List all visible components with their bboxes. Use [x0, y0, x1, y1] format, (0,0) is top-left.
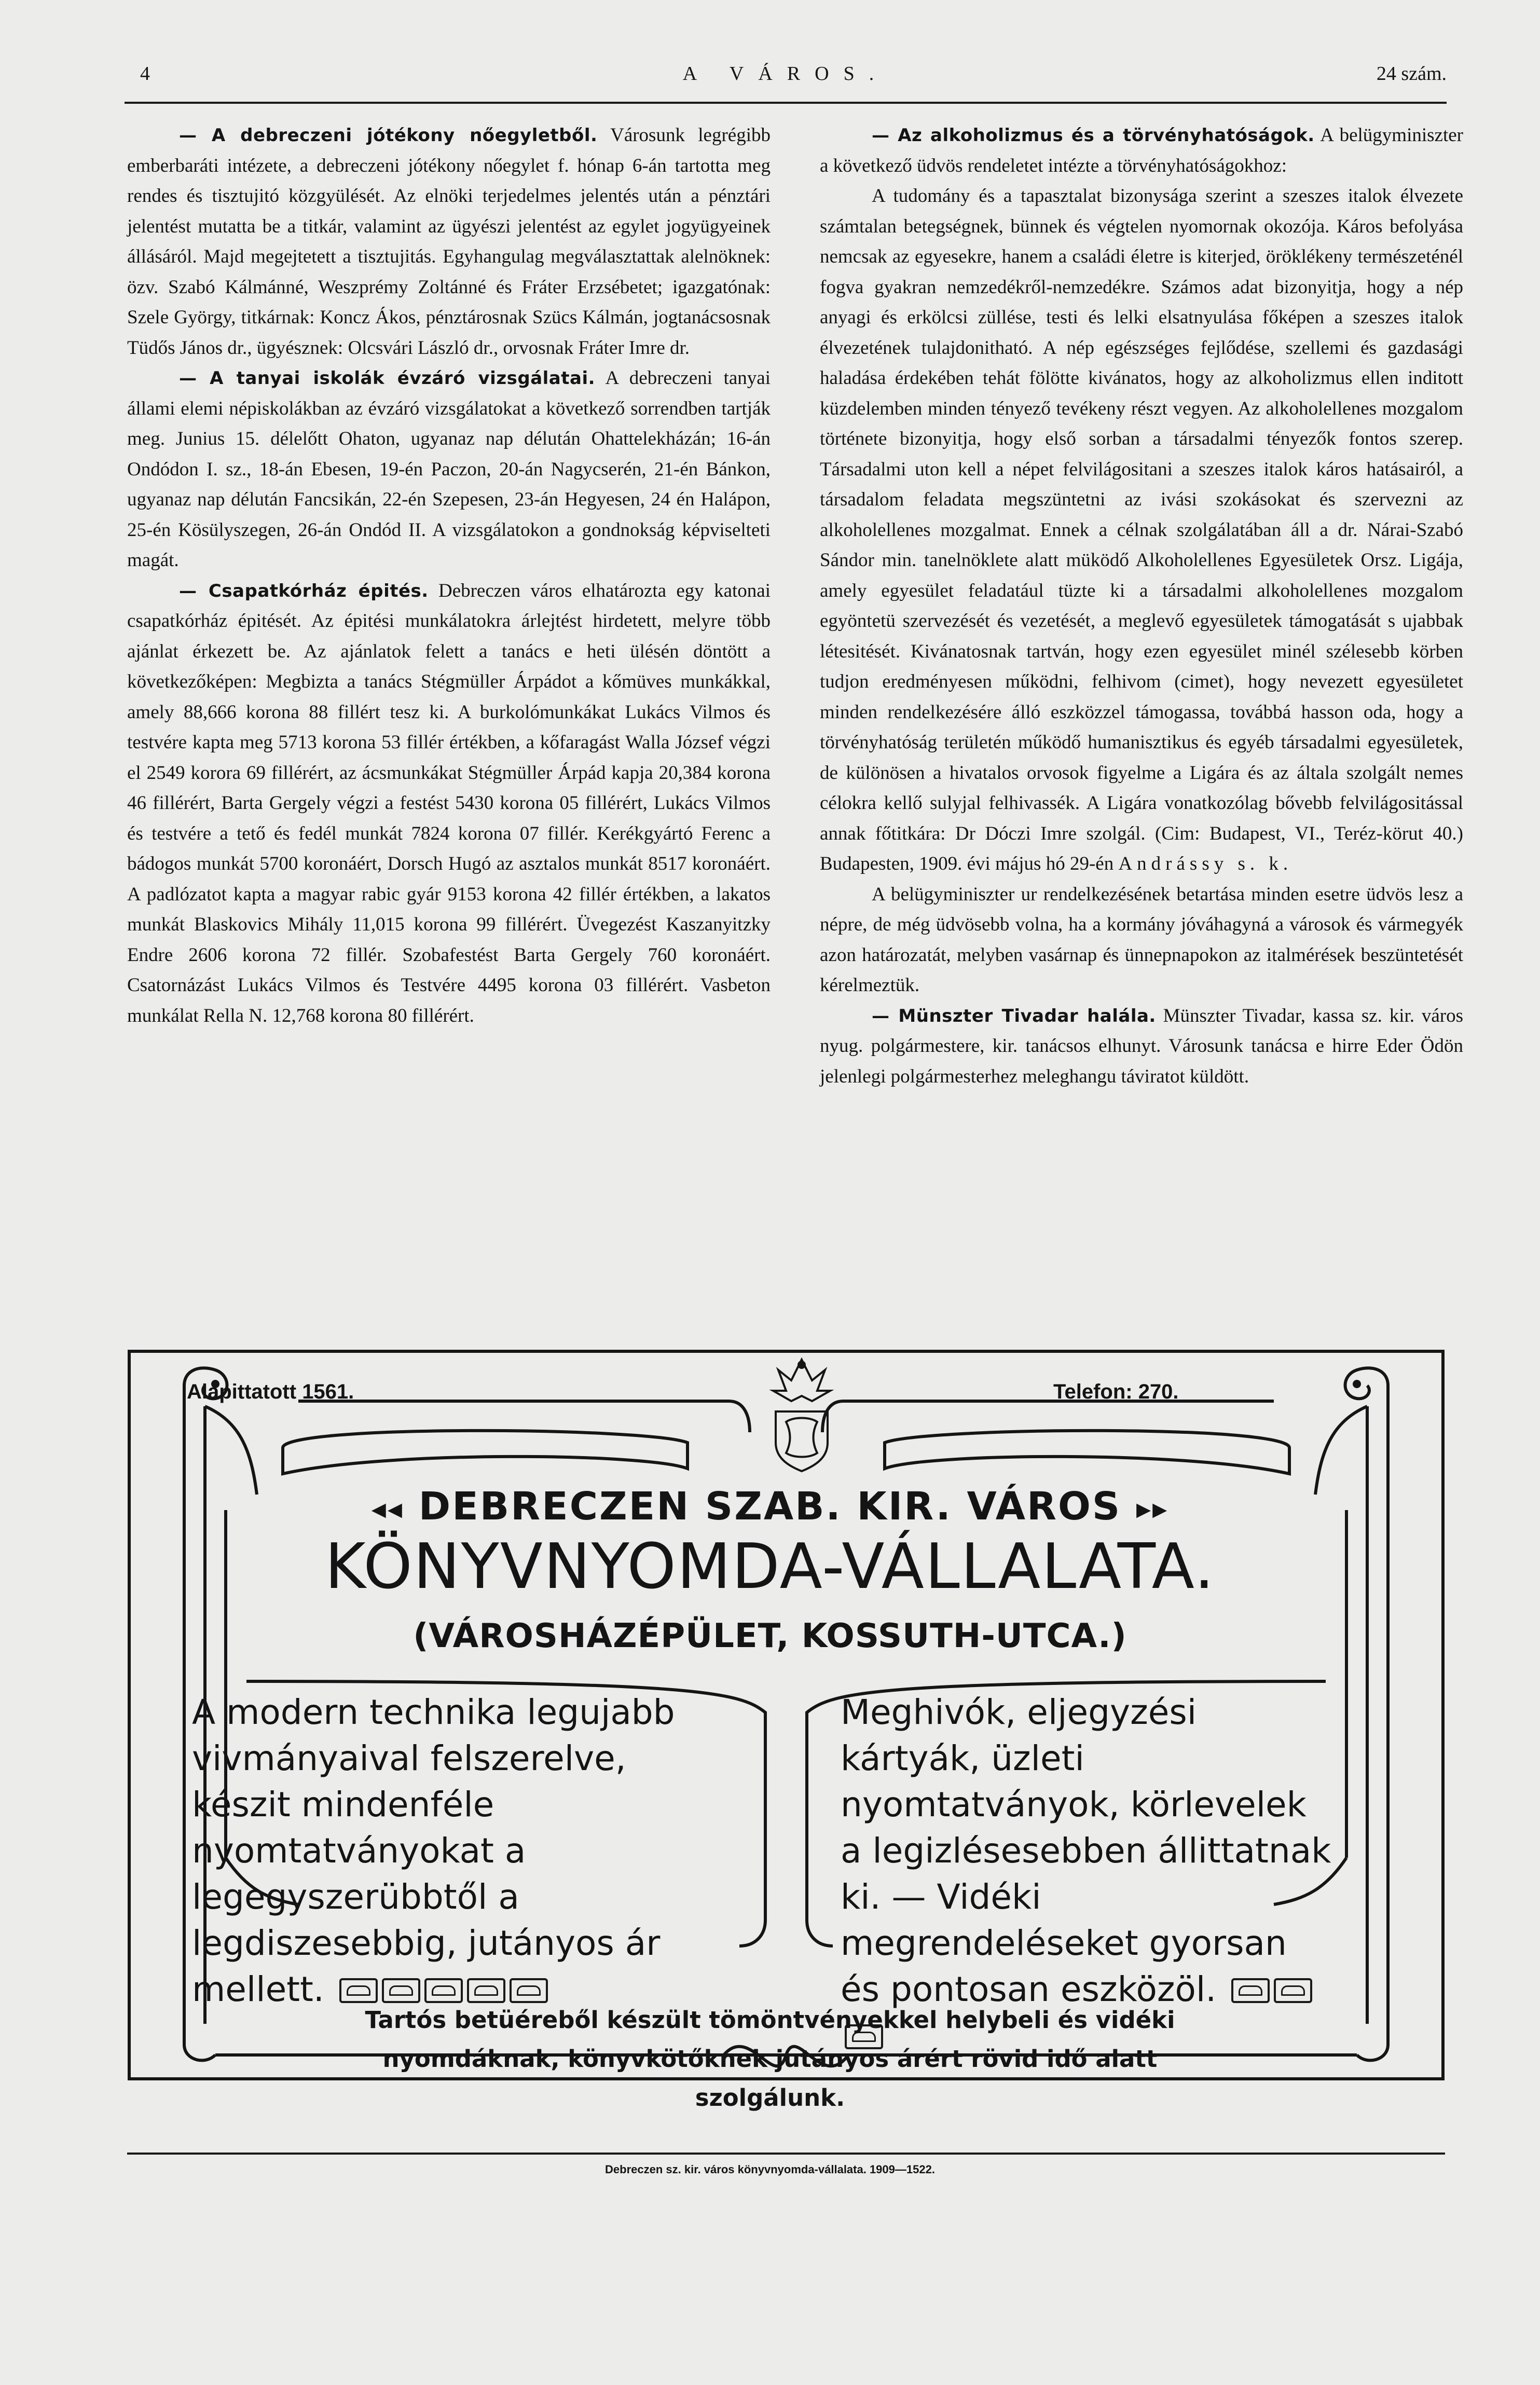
printer-imprint: Debreczen sz. kir. város könyvnyomda-vállalata. 1909—1522. [605, 2163, 935, 2176]
article-heading: — Csapatkórház épités. [179, 580, 429, 601]
ad-city-text: DEBRECZEN SZAB. KIR. VÁROS [418, 1484, 1122, 1529]
article-alkoholizmus [820, 120, 1463, 181]
article-body: Münszter Tivadar, kassa sz. kir. város nyug. polgármestere, kir. tanácsos elhunyt. Városunk tanácsa e hirre Eder Ödön jelenlegi polgármesterhez meleghangu táviratot küldött. [820, 1005, 1463, 1087]
article-nőegylet [127, 120, 771, 363]
issue-number: 24 szám. [1376, 63, 1447, 85]
ad-type-foundry-note: Tartós betüéreből készült tömöntvényekkel helybeli és vidéki nyomdáknak, könyvkötőknek jutányos árért rövid idő alatt szolgálunk. [365, 2006, 1175, 2112]
ornament-icon [467, 1978, 505, 2003]
masthead: A VÁROS. [682, 63, 889, 85]
article-heading: — A debreczeni jótékony nőegyletből. [179, 125, 598, 146]
article-heading: — Az alkoholizmus és a törvényhatóságok. [872, 125, 1315, 146]
ad-company-name: KÖNYVNYOMDA-VÁLLALATA. [325, 1531, 1215, 1603]
double-right-arrow-icon: ▸▸ [1136, 1491, 1169, 1526]
phone-label: Telefon: 270. [1053, 1380, 1179, 1403]
page-number: 4 [140, 63, 150, 85]
right-column [820, 120, 1463, 1092]
article-body: A belügyminiszter ur rendelkezésének betartása minden esetre üdvös lesz a népre, de még üdvösebb volna, ha a kormány jóváhagyná a városok és vármegyék azon határozatát, melyben vasárnap és ünnepnapokon az italmérések beszüntetését kérelmeztük. [820, 883, 1463, 996]
article-munszter [820, 1001, 1463, 1092]
article-alkoholizmus-closing [820, 880, 1463, 1001]
ornament-icon [339, 1978, 378, 2003]
ornament-icon [1274, 1978, 1312, 2003]
ornament-icon [510, 1978, 548, 2003]
ad-address: (VÁROSHÁZÉPÜLET, KOSSUTH-UTCA.) [413, 1617, 1127, 1655]
founded-label: Alapittatott 1561. [187, 1380, 354, 1403]
article-alkoholizmus-body [820, 181, 1463, 880]
article-body: Debreczen város elhatározta egy katonai csapatkórház épitését. Az épitési munkálatokra árlejtést hirdetett, melyre több ajánlat érkezett be. Az ajánlatok felett a tanács e heti ülésén döntött a következőképen: Megbizta a tanács Stégmüller Árpádot a kőmüves munkákkal, amely 88,666 korona 88 fillért tesz ki. A burkolómunkákat Lukács Vilmos és testvére kapta meg 5713 korona 53 fillér értékben, a kőfaragást Walla József végzi el 2549 korora 69 fillérért, az ácsmunkákat Stégmüller Árpád kapja 20,384 korona 46 fillérért, Barta Gergely végzi a festést 5430 korona 05 fillérért, Lukács Vilmos és testvére a tető és fedél munkát 7824 korona 07 fillér. Kerékgyártó Ferenc a bádogos munkát 5700 koronáért, Dorsch Hugó az asztalos munkát 8517 koronáért. A padlózatot kapta a magyar rabic gyár 9153 korona 42 fillér értékben, a lakatos munkát Blaskovics Mihály 11,015 korona 99 fillérért. Üvegezést Kaszanyitzky Endre 2606 korona 72 fillér. Szobafestést Barta Gergely 760 koronáért. Csatornázást Lukács Vilmos és Testvére 4495 korona 03 fillérért. Vasbeton munkálat Rella N. 12,768 korona 80 fillérért. [127, 580, 771, 1026]
article-heading: — A tanyai iskolák évzáró vizsgálatai. [179, 368, 596, 389]
footer-rule [127, 2153, 1445, 2155]
double-left-arrow-icon: ◂◂ [371, 1491, 404, 1526]
header-rule [125, 102, 1447, 104]
ad-text-left [192, 1689, 685, 2012]
city-coat-of-arms-emblem [763, 1349, 841, 1474]
ad-text-right-body: Meghivók, eljegyzési kártyák, üzleti nyomtatványok, körlevelek a legizlésesebben állittatnak ki. — Vidéki megrendeléseket gyorsan és pontosan eszközöl. [841, 1692, 1331, 2009]
ornament-icon [382, 1978, 420, 2003]
ad-city-line [291, 1484, 1249, 1529]
article-tanyai-iskolak [127, 363, 771, 576]
article-signature: Andrássy s. k. [1118, 853, 1293, 874]
left-column [127, 120, 771, 1031]
article-intro: A belügyminiszter a következő üdvös rendeletet intézte a törvényhatóságokhoz: [820, 125, 1463, 176]
ad-text-left-body: A modern technika legujabb vivmányaival felszerelve, készit mindenféle nyomtatványokat a legegyszerübbtől a legdiszesebbig, jutányos ár mellett. [192, 1692, 675, 2009]
article-body: Városunk legrégibb emberbaráti intézete, a debreczeni jótékony nőegylet f. hónap 6-án tartotta meg rendes és tisztujitó közgyülését. Az elnöki terjedelmes jelentés után a pénztári jelentést mutatta be a titkár, valamint az ügyészi jelentést az egylet jogyügyeinek állásáról. Majd megejtetett a tisztujitás. Egyhangulag megválasztattak alelnöknek: özv. Szabó Kálmánné, Weszprémy Zoltánné és Fráter Erzsébetet; igazgatónak: Szele György, titkárnak: Koncz Ákos, pénztárosnak Szücs Kálmán, jogtanácsosnak Tüdős János dr., ügyésznek: Olcsvári László dr., orvosnak Fráter Imre dr. [127, 125, 771, 359]
running-head [125, 62, 1447, 99]
article-heading: — Münszter Tivadar halála. [872, 1005, 1156, 1026]
article-body: A debreczeni tanyai állami elemi népiskolákban az évzáró vizsgálatokat a következő sorrendben tartják meg. Junius 15. délelőtt Ohaton, ugyanaz nap délután Ohattelekházán; 16-án Ondódon I. sz., 18-án Ebesen, 19-én Paczon, 20-án Nagycserén, 21-én Bánkon, ugyanaz nap délután Fancsikán, 22-én Szepesen, 23-án Hegyesen, 24 én Halápon, 25-én Kösülyszegen, 26-án Ondód II. A vizsgálatokon a gondnokság képviselteti magát. [127, 367, 771, 571]
article-body: A tudomány és a tapasztalat bizonysága szerint a szeszes italok élvezete számtalan betegségnek, bünnek és végtelen nyomornak okozója. Káros befolyása nemcsak az egyesekre, hanem a családi életre is kiterjed, öröklékeny természeténél fogva gyakran nemzedékről-nemzedékre. Számos adat bizonyitja, hogy a nép anyagi és erkölcsi züllése, testi és lelki elsatnyulása főképen a szeszes italok élvezetének tulajdonitható. A nép egészséges fejlődése, szellemi és gazdasági haladása érdekében tehát fölötte kivánatos, hogy az alkoholizmus ellen inditott küzdelemben minden tényező tevékeny részt vegyen. Az alkoholellenes mozgalom története bizonyitja, hogy első sorban a társadalmi tényezők fontos szerep. Társadalmi uton kell a népet felvilágositani a szeszes italok káros hatásairól, a társadalom feladata megszüntetni az ivási szokásokat és szervezni az alkoholellenes mozgalmat. Ennek a célnak szolgálatában áll a dr. Nárai-Szabó Sándor min. tanelnöklete alatt müködő Alkoholellenes Egyesületek Orsz. Ligája, amely egyesület feladatául tüzte ki a társadalmi alkoholellenes mozgalom egyöntetü szervezését és vezetését, a meglevő egyesületek támogatását s ujabbak létesitését. Kivánatosnak tartván, hogy ezen egyesület minél szélesebb körben tudjon eredményesen működni, felhivom (cimet), hogy nevezett egyesületet minden rendelkezésére álló eszközzel támogassa, továbbá hasson oda, hogy a törvényhatóság területén működő humanisztikus és egyéb társadalmi egyesületek, de különösen a hivatalos orvosok figyelme a Ligára és az általa szolgált nemes célokra kellő sulyjal felhivassék. A Ligára vonatkozólag bővebb felvilágositással annak főtitkára: Dr Dóczi Imre szolgál. (Cim: Budapest, VI., Teréz-körut 40.) Budapesten, 1909. évi május hó 29-én [820, 185, 1463, 874]
ornament-icon [1231, 1978, 1270, 2003]
article-csapatkorhaz [127, 576, 771, 1032]
ornament-icon [424, 1978, 463, 2003]
